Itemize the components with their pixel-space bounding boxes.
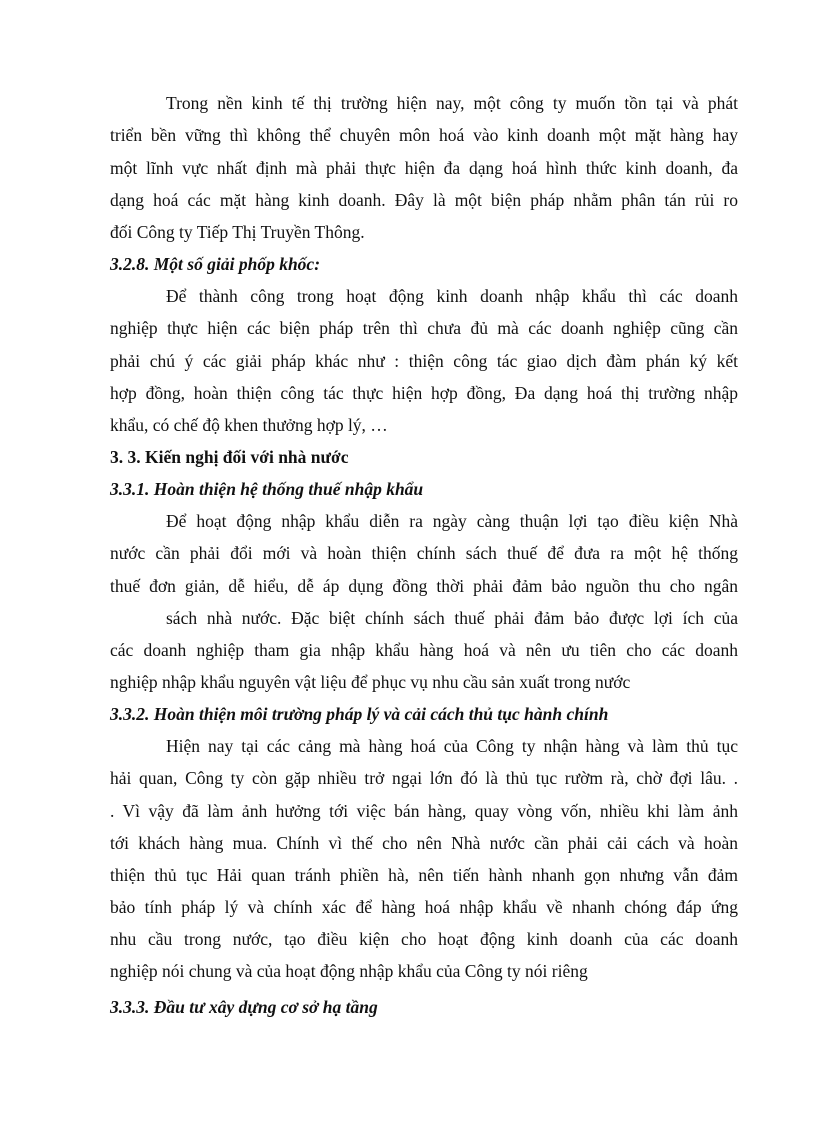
paragraph-line: hải quan, Công ty còn gặp nhiều trở ngại lớn đó là thủ tục rườm rà, chờ đợi lâu. .	[110, 768, 738, 788]
paragraph-line: . Vì vậy đã làm ảnh hưởng tới việc bán hàng, quay vòng vốn, nhiều khi làm ảnh	[110, 801, 738, 821]
section-heading-3-2-8: 3.2.8. Một số giải phốp khốc:	[110, 254, 321, 274]
paragraph-line: tới khách hàng mua. Chính vì thế cho nên Nhà nước cần phải cải cách và hoàn	[110, 833, 738, 853]
paragraph-line: phải chú ý các giải pháp khác như : thiện công tác giao dịch đàm phán ký kết	[110, 351, 738, 371]
section-heading-3-3: 3. 3. Kiến nghị đối với nhà nước	[110, 447, 349, 467]
paragraph-line: sách nhà nước. Đặc biệt chính sách thuế phải đảm bảo được lợi ích của	[166, 608, 738, 628]
section-heading-3-3-1: 3.3.1. Hoàn thiện hệ thống thuế nhập khẩu	[110, 479, 424, 499]
paragraph-line: Trong nền kinh tế thị trường hiện nay, một công ty muốn tồn tại và phát	[166, 93, 738, 113]
paragraph-line: nhu cầu trong nước, tạo điều kiện cho hoạt động kinh doanh của các doanh	[110, 929, 738, 949]
paragraph-line: nghiệp nói chung và của hoạt động nhập khẩu của Công ty nói riêng	[110, 961, 588, 981]
paragraph-line: dạng hoá các mặt hàng kinh doanh. Đây là một biện pháp nhằm phân tán rủi ro	[110, 190, 738, 210]
section-heading-3-3-2: 3.3.2. Hoàn thiện môi trường pháp lý và cải cách thủ tục hành chính	[110, 704, 609, 724]
paragraph-line: nước cần phải đổi mới và hoàn thiện chính sách thuế để đưa ra một hệ thống	[110, 543, 738, 563]
paragraph-line: triển bền vững thì không thể chuyên môn hoá vào kinh doanh một mặt hàng hay	[110, 125, 738, 145]
paragraph-line: một lĩnh vực nhất định mà phải thực hiện đa dạng hoá hình thức kinh doanh, đa	[110, 158, 738, 178]
paragraph-line: hợp đồng, hoàn thiện công tác thực hiện hợp đồng, Đa dạng hoá thị trường nhập	[110, 383, 738, 403]
paragraph-line: Để hoạt động nhập khẩu diễn ra ngày càng thuận lợi tạo điều kiện Nhà	[166, 511, 738, 531]
paragraph-line: bảo tính pháp lý và chính xác để hàng hoá nhập khẩu về nhanh chóng đáp ứng	[110, 897, 738, 917]
paragraph-line: Hiện nay tại các cảng mà hàng hoá của Công ty nhận hàng và làm thủ tục	[166, 736, 738, 756]
section-heading-3-3-3: 3.3.3. Đầu tư xây dựng cơ sở hạ tầng	[110, 997, 378, 1017]
paragraph-line: khẩu, có chế độ khen thưởng hợp lý, …	[110, 415, 388, 435]
paragraph-line: Để thành công trong hoạt động kinh doanh nhập khẩu thì các doanh	[166, 286, 738, 306]
paragraph-line: thuế đơn giản, dễ hiểu, dễ áp dụng đồng thời phải đảm bảo nguồn thu cho ngân	[110, 576, 738, 596]
paragraph-line: các doanh nghiệp tham gia nhập khẩu hàng hoá và nên ưu tiên cho các doanh	[110, 640, 738, 660]
paragraph-line: đối Công ty Tiếp Thị Truyền Thông.	[110, 222, 365, 242]
paragraph-line: nghiệp thực hiện các biện pháp trên thì chưa đủ mà các doanh nghiệp cũng cần	[110, 318, 738, 338]
paragraph-line: thiện thủ tục Hải quan tránh phiền hà, nên tiến hành nhanh gọn nhưng vẫn đảm	[110, 865, 738, 885]
paragraph-line: nghiệp nhập khẩu nguyên vật liệu để phục vụ nhu cầu sản xuất trong nước	[110, 672, 631, 692]
